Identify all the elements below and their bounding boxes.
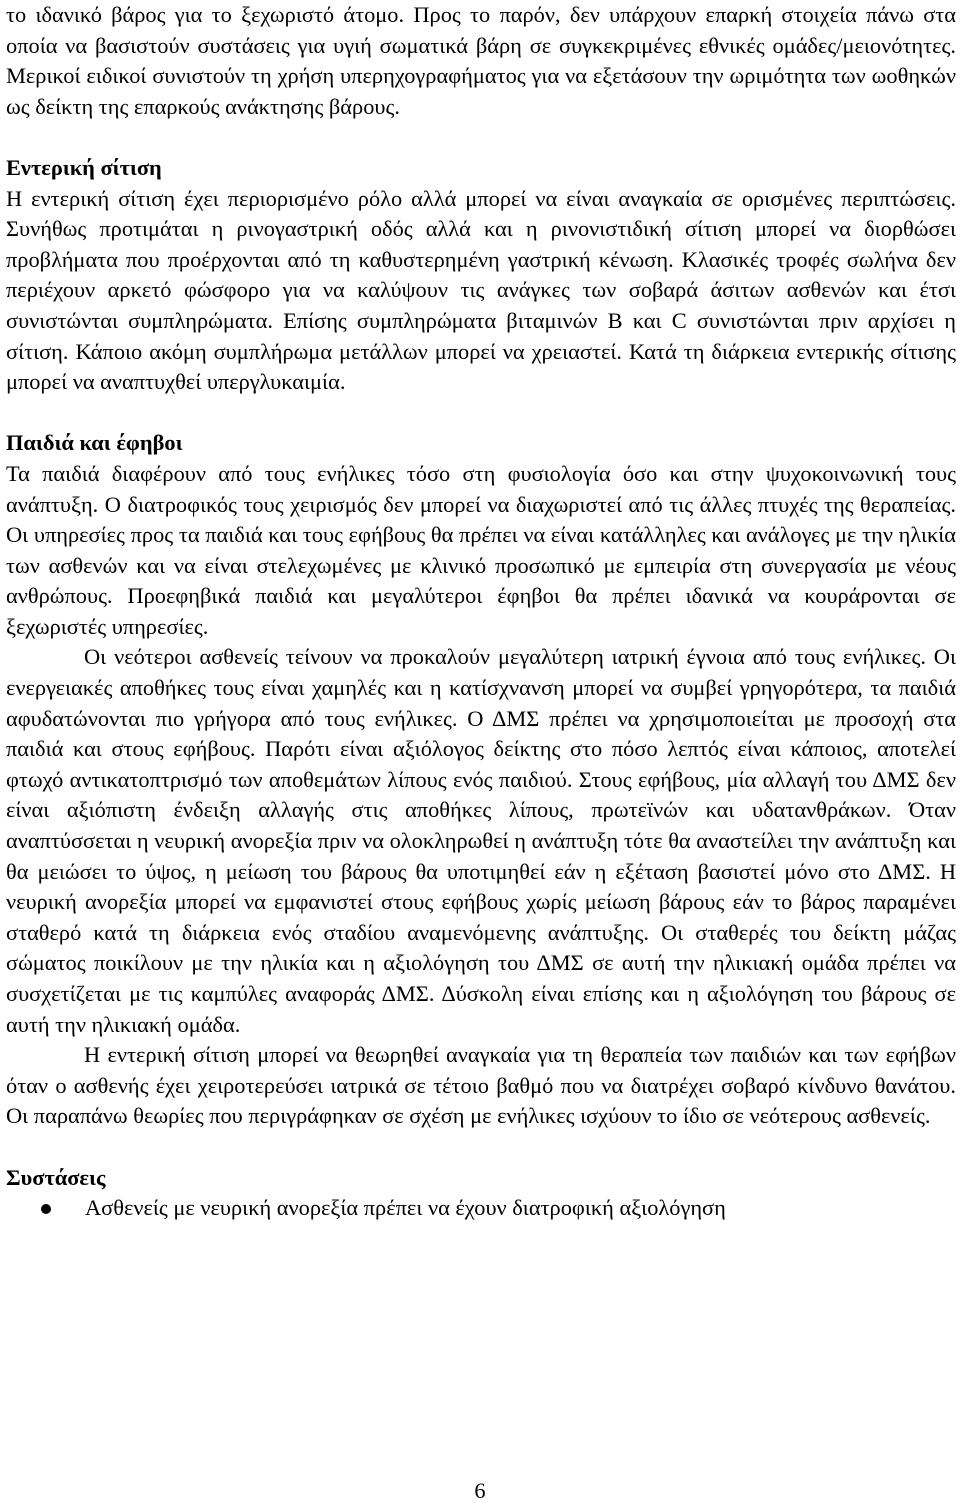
children-paragraph-3: Η εντερική σίτιση μπορεί να θεωρηθεί αναγκαία για τη θεραπεία των παιδιών και των εφήβων όταν ο ασθενής έχει χειροτερεύσει ιατρικά σε τέτοιο βαθμό που να διατρέχει σοβαρό κίνδυνο θανάτου. Οι παραπάνω θεωρίες που περιγράφηκαν σε σχέση με ενήλικες ισχύουν το ίδιο σε νεότερους ασθενείς. [6,1042,956,1129]
section-heading-children-adolescents: Παιδιά και έφηβοι [6,430,183,456]
section-heading-enteral-feeding: Εντερική σίτιση [6,154,162,180]
section-enteral-feeding [6,153,956,398]
section-recommendations [6,1163,956,1224]
section-children-adolescents [6,428,956,1132]
children-paragraph-2: Οι νεότεροι ασθενείς τείνουν να προκαλούν μεγαλύτερη ιατρική έγνοια από τους ενήλικες. Οι ενεργειακές αποθήκες τους είναι χαμηλές και η κατίσχνανση μπορεί να συμβεί γρηγορότερα, τα παιδιά αφυδατώνονται πιο γρήγορα από τους ενήλικες. Ο ΔΜΣ πρέπει να χρησιμοποιείται με προσοχή στα παιδιά και στους εφήβους. Παρότι είναι αξιόλογος δείκτης στο πόσο λεπτός είναι κάποιος, αποτελεί φτωχό αντικατοπτρισμό των αποθεμάτων λίπους ενός παιδιού. Στους εφήβους, μία αλλαγή του ΔΜΣ δεν είναι αξιόπιστη ένδειξη αλλαγής στις αποθήκες λίπους, πρωτεϊνών και υδατανθράκων. Όταν αναπτύσσεται η νευρική ανορεξία πριν να ολοκληρωθεί η ανάπτυξη τότε θα αναστείλει την ανάπτυξη και θα μειώσει το ύψος, η μείωση του βάρους θα υποτιμηθεί εάν η εξέταση βασιστεί μόνο στο ΔΜΣ. Η νευρική ανορεξία μπορεί να εμφανιστεί στους εφήβους χωρίς μείωση βάρους εάν το βάρος παραμένει σταθερό κατά τη διάρκεια ενός σταδίου αναμενόμενης ανάπτυξης. Οι σταθερές του δείκτη μάζας σώματος ποικίλουν με την ηλικία και η αξιολόγηση του ΔΜΣ σε αυτή την ηλικιακή ομάδα πρέπει να συσχετίζεται με τις καμπύλες αναφοράς ΔΜΣ. Δύσκολη είναι επίσης και η αξιολόγηση του βάρους σε αυτή την ηλικιακή ομάδα. [6,644,956,1037]
bullet-icon [41,1204,51,1214]
enteral-feeding-paragraph: Η εντερική σίτιση έχει περιορισμένο ρόλο αλλά μπορεί να είναι αναγκαία σε ορισμένες περιπτώσεις. Συνήθως προτιμάται η ρινογαστρική οδός αλλά και η ρινονιστιδική σίτιση μπορεί να διορθώσει προβλήματα που προέρχονται από τη καθυστερημένη γαστρική κένωση. Κλασικές τροφές σωλήνα δεν περιέχουν αρκετό φώσφορο για να καλύψουν τις ανάγκες των σοβαρά άσιτων ασθενών και έτσι συνιστώνται συμπληρώματα. Επίσης συμπληρώματα βιταμινών Β και C συνιστώνται πριν αρχίσει η σίτιση. Κάποιο ακόμη συμπλήρωμα μετάλλων μπορεί να χρειαστεί. Κατά τη διάρκεια εντερικής σίτισης μπορεί να αναπτυχθεί υπεργλυκαιμία. [6,185,956,395]
page-number: 6 [474,1478,486,1503]
intro-paragraph: το ιδανικό βάρος για το ξεχωριστό άτομο. Προς το παρόν, δεν υπάρχουν επαρκή στοιχεία πάνω στα οποία να βασιστούν συστάσεις για υγιή σωματικά βάρη σε συγκεκριμένες εθνικές ομάδες/μειονότητες. Μερικοί ειδικοί συνιστούν τη χρήση υπερηχογραφήματος για να εξετάσουν την ωριμότητα των ωοθηκών ως δείκτη της επαρκούς ανάκτησης βάρους. [6,2,956,119]
recommendations-list [6,1193,956,1224]
list-item [6,1193,956,1224]
children-paragraph-1: Τα παιδιά διαφέρουν από τους ενήλικες τόσο στη φυσιολογία όσο και στην ψυχοκοινωνική τους ανάπτυξη. Ο διατροφικός τους χειρισμός δεν μπορεί να διαχωριστεί από τις άλλες πτυχές της θεραπείας. Οι υπηρεσίες προς τα παιδιά και τους εφήβους θα πρέπει να είναι κατάλληλες και ανάλογες με την ηλικία των ασθενών και να είναι στελεχωμένες με κλινικό προσωπικό με εμπειρία στη συνεργασία με νέους ανθρώπους. Προεφηβικά παιδιά και μεγαλύτεροι έφηβοι θα πρέπει ιδανικά να κουράρονται σε ξεχωριστές υπηρεσίες. [6,460,956,639]
list-item-text: Ασθενείς με νευρική ανορεξία πρέπει να έχουν διατροφική αξιολόγηση [85,1195,726,1221]
section-heading-recommendations: Συστάσεις [6,1164,106,1190]
document-page [6,0,956,1224]
